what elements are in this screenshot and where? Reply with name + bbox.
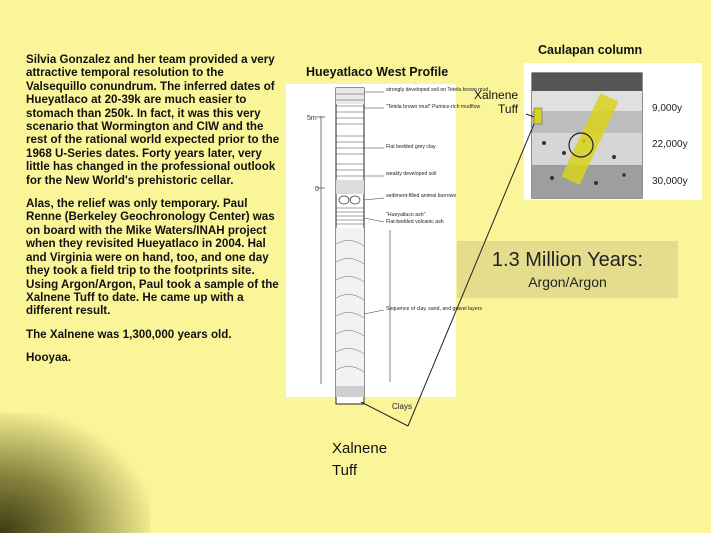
scale-5m: 5m: [307, 115, 317, 122]
connector-line-2: [408, 124, 534, 426]
age-callout-title: 1.3 Million Years:: [491, 249, 644, 271]
label-grey-clay: Flat bedded grey clay: [386, 144, 436, 150]
label-sequence: Sequence of clay, sand, and gravel layers: [386, 306, 482, 312]
paragraph-1: Silvia Gonzalez and her team provided a very attractive temporal resolution to the Valsequillo conundrum. The inferred dates of Hueyatlaco at 20-39k are much easier to stomach than 250k. In fact, it was this very scenario that Wormington and CIW and the rest of the rational world expected prior to the 1968 U-Series dates. Forty years later, very little has changed in the professional outlook for the New World's prehistoric cellar.: [26, 53, 280, 187]
label-burrows: sediment-filled animal burrows: [386, 193, 457, 199]
west-tuff-label-line1: Xalnene: [332, 440, 388, 457]
caulapan-title: Caulapan column: [538, 43, 643, 57]
caulapan-tuff-label-line2: Tuff: [498, 102, 519, 116]
label-clays: Clays: [392, 402, 413, 411]
age-callout-method: Argon/Argon: [528, 274, 607, 290]
label-weak-soil: weakly developed soil: [386, 171, 437, 177]
age-22000: 22,000y: [652, 139, 688, 150]
age-9000: 9,000y: [652, 103, 683, 114]
caulapan-tuff-label-line1: Xalnene: [474, 88, 519, 102]
tuff-marker: [534, 108, 542, 124]
label-volcanic-ash: Flat-bedded volcanic ash: [386, 219, 444, 225]
label-hueyatlaco-ash: "Hueyatlaco ash": [386, 212, 426, 218]
paragraph-3: The Xalnene was 1,300,000 years old.: [26, 327, 232, 341]
west-profile-title: Hueyatlaco West Profile: [306, 65, 449, 79]
label-tetela: "Tetela brown mud" Pumice-rich mudflow: [386, 104, 481, 110]
scale-0: 0: [315, 186, 319, 193]
connector-line-1: [361, 402, 408, 426]
paragraph-2: Alas, the relief was only temporary. Paul Renne (Berkeley Geochronology Center) was on board with the Mike Waters/INAH project when they revisited Hueyatlaco in 2004. Hal and Virginia were on hand, too, and one day they took a field trip to the footprints site. Using Argon/Argon, Paul took a sample of the Xalnene Tuff to date. He came up with a different result.: [26, 197, 279, 318]
west-tuff-label-line2: Tuff: [332, 462, 358, 479]
paragraph-4: Hooyaa.: [26, 351, 72, 365]
label-soil-strong: strongly developed soil on Tetela brown mud: [386, 87, 489, 93]
age-30000: 30,000y: [652, 176, 688, 187]
